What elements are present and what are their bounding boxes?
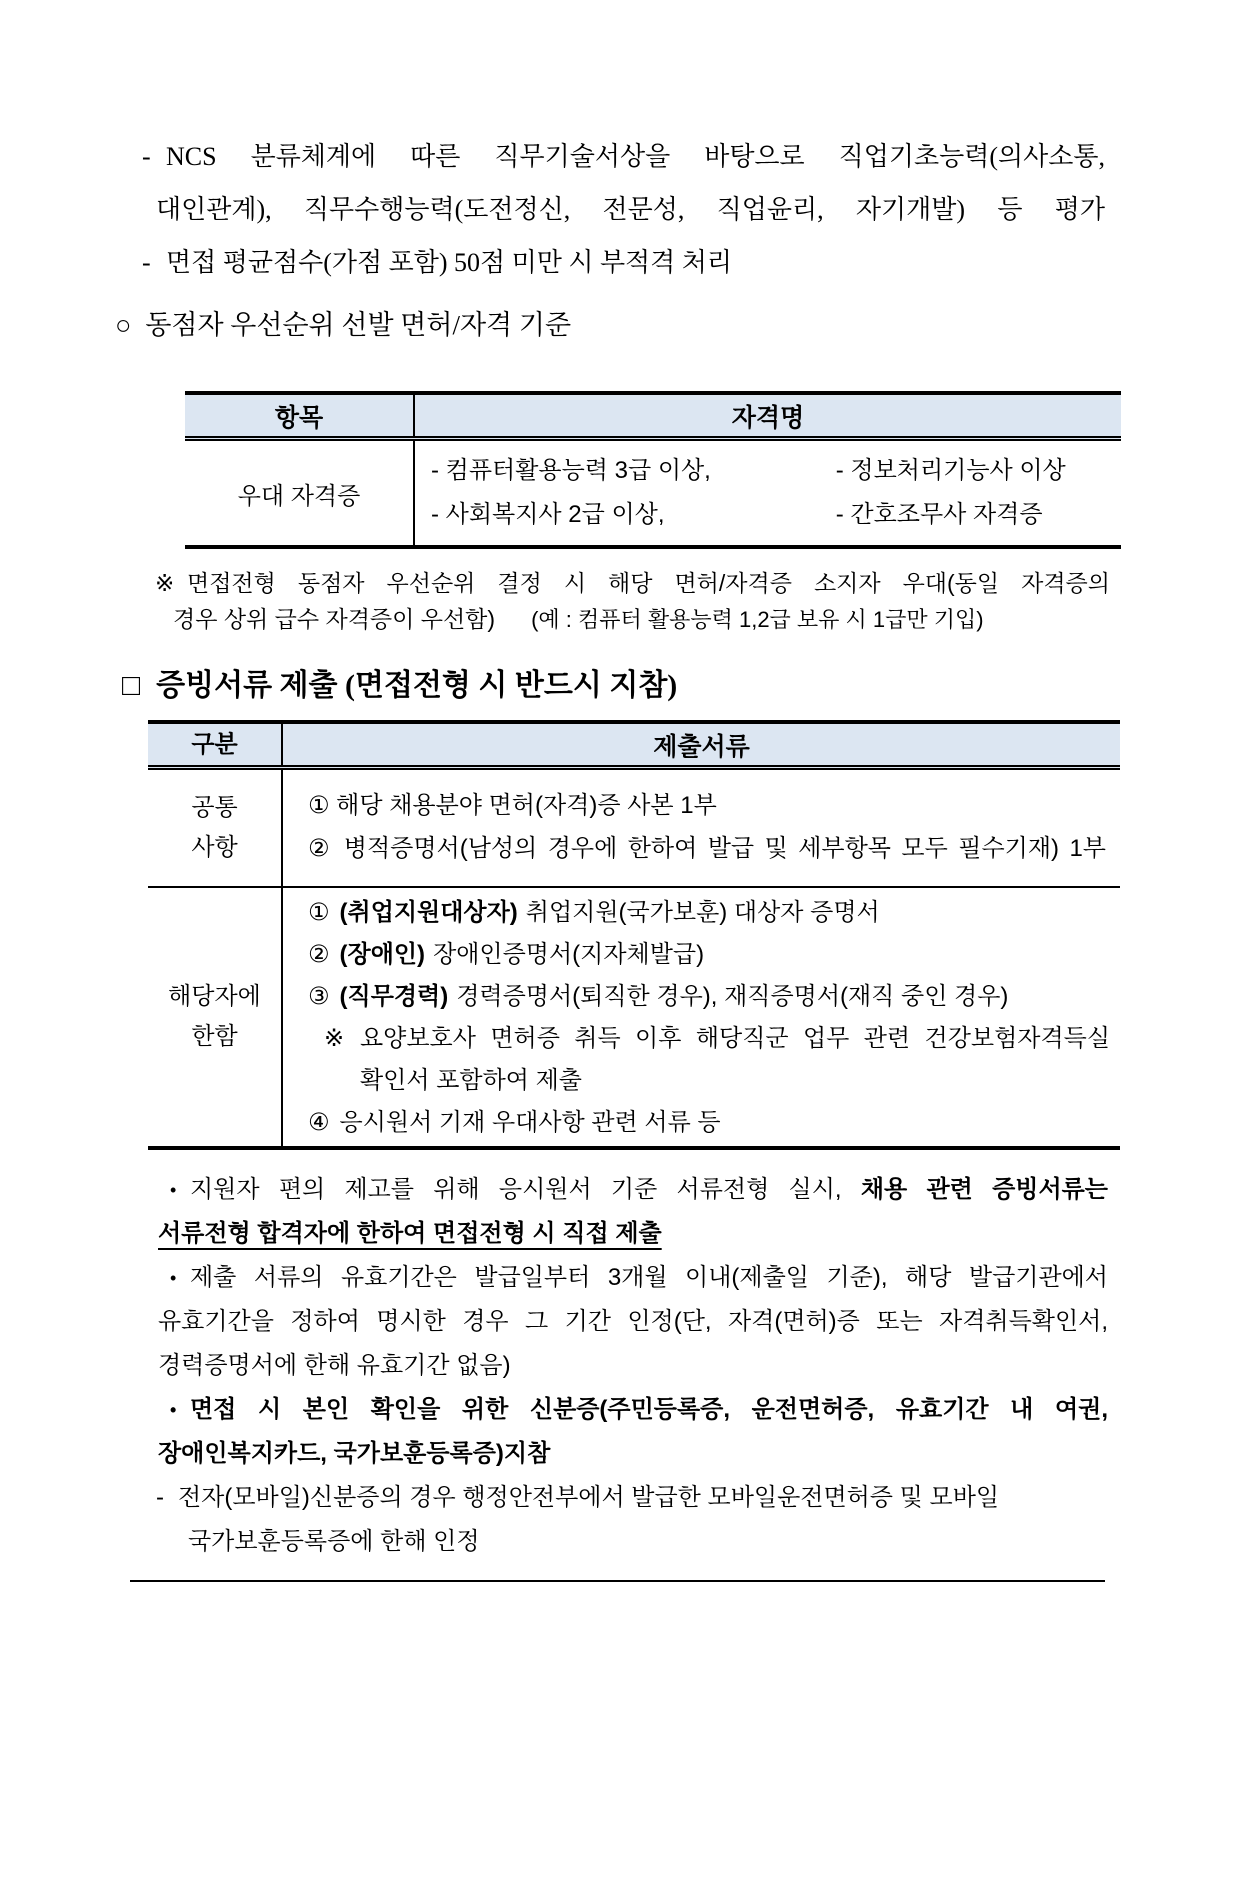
bullet-dot-icon: • [170,1400,177,1420]
table-2-common-row [148,770,1120,888]
table-1-row-label: 우대 자격증 [185,441,415,545]
table-2-row-1-label [148,770,283,886]
section-2-title: 증빙서류 제출 (면접전형 시 반드시 지참) [156,669,678,702]
table-2-row-2-label [148,888,283,1146]
table-1-certificate-list [415,441,1121,545]
table-1-data-row [185,441,1121,545]
bullet-2-line-1 [130,1256,1108,1300]
certificate-item: - 간호조무사 자격증 [835,501,1043,528]
document-item [308,976,1110,1018]
certificate-item: - 사회복지사 2급 이상, [431,501,665,528]
bullet-1-bold-text: 채용 관련 증빙서류는 [860,1176,1108,1203]
dash-marker: - [142,248,151,277]
table-2-header-col-2: 제출서류 [653,732,750,761]
submission-documents-table [148,720,1120,1150]
item-category-bold: (취업지원대상자) [339,899,518,926]
footnote-text: 면접전형 동점자 우선순위 결정 시 해당 면허/자격증 소지자 우대(동일 자격증의 [187,570,1110,596]
document-item [308,934,1110,976]
intro-evaluation-notes [140,130,1105,289]
section-heading-tiebreaker [115,299,1105,351]
document-item: ② 병적증명서(남성의 경우에 한하여 발급 및 세부항목 모두 필수기재) 1부 [308,835,1106,862]
item-number: ③ [308,983,330,1010]
sub-dash-text: 전자(모바일)신분증의 경우 행정안전부에서 발급한 모바일운전면허증 및 모바일 [178,1484,1000,1511]
intro-item-2 [140,236,1105,289]
bullet-3-text: 면접 시 본인 확인을 위한 신분증(주민등록증, 운전면허증, 유효기간 내 여권, [190,1396,1108,1423]
page-bottom-divider [130,1580,1105,1582]
preferred-certificates-table [185,391,1121,549]
bullet-1-line-2-underlined: 서류전형 합격자에 한하여 면접전형 시 직접 제출 [158,1220,662,1247]
subnote-text: 요양보호사 면허증 취득 이후 해당직군 업무 관련 건강보험자격득실 [360,1025,1110,1052]
reference-mark-icon: ※ [155,570,175,596]
document-subnote-line-2: 확인서 포함하여 제출 [360,1067,582,1094]
item-number: ① [308,899,330,926]
intro-item-2-text: 면접 평균점수(가점 포함) 50점 미만 시 부적격 처리 [166,248,733,277]
bullet-dot-icon: • [170,1268,177,1288]
footnote-example: (예 : 컴퓨터 활용능력 1,2급 보유 시 1급만 기입) [531,607,984,632]
table-1-header-col-1: 항목 [185,395,415,436]
item-text: 장애인증명서(지자체발급) [433,941,705,968]
table-1-footnote [155,565,1110,638]
bullet-1-line-1 [130,1168,1108,1212]
bullet-2-line-2: 유효기간을 정하여 명시한 경우 그 기간 인정(단, 자격(면허)증 또는 자격취득확인서, [158,1308,1108,1335]
table-1-header-col-2: 자격명 [731,403,805,432]
dash-marker: - [156,1484,164,1511]
document-page [0,130,1240,1884]
document-item [308,1102,1110,1144]
table-2-row-2-content [283,888,1120,1146]
row-label-line: 해당자에 [168,983,261,1010]
intro-item-1-line-2: 대인관계), 직무수행능력(도전정신, 전문성, 직업윤리, 자기개발) 등 평가 [156,195,1105,224]
item-number: ④ [308,1109,330,1136]
item-text: 응시원서 기재 우대사항 관련 서류 등 [339,1109,721,1136]
item-number: ② [308,941,330,968]
table-1-header-row [185,395,1121,441]
document-item: ① 해당 채용분야 면허(자격)증 사본 1부 [308,792,717,819]
document-subnote-line-1 [308,1018,1110,1060]
bullet-2-text: 제출 서류의 유효기간은 발급일부터 3개월 이내(제출일 기준), 해당 발급기관에서 [190,1264,1108,1291]
item-text: 취업지원(국가보훈) 대상자 증명서 [525,899,880,926]
dash-marker: - [142,142,151,171]
table-2-header-col-1: 구분 [148,724,283,765]
bullet-3-line-2: 장애인복지카드, 국가보훈등록증)지참 [158,1440,551,1467]
item-category-bold: (직무경력) [339,983,449,1010]
table-2-row-1-content [283,770,1120,886]
section-heading-documents [122,660,1105,712]
bullet-2-line-3: 경력증명서에 한해 유효기간 없음) [158,1352,511,1379]
footnote-line-1 [155,565,1110,601]
bullet-1-normal-text: 지원자 편의 제고를 위해 응시원서 기준 서류전형 실시, [190,1176,842,1203]
intro-item-1-line-1 [140,130,1105,183]
row-label-line: 사항 [191,834,238,861]
certificate-item: - 컴퓨터활용능력 3급 이상, [431,457,711,484]
item-text: 경력증명서(퇴직한 경우), 재직증명서(재직 중인 경우) [456,983,1009,1010]
footnote-line-2 [155,601,1110,638]
submission-instructions [130,1168,1108,1564]
row-label-line: 한함 [191,1023,238,1050]
certificate-item: - 정보처리기능사 이상 [835,457,1066,484]
intro-item-1-text: NCS 분류체계에 따른 직무기술서상을 바탕으로 직업기초능력(의사소통, [166,142,1105,171]
item-category-bold: (장애인) [339,941,426,968]
document-item [308,892,1110,934]
reference-mark-icon: ※ [324,1025,345,1052]
footnote-text: 경우 상위 급수 자격증이 우선함) [173,606,496,632]
sub-dash-line-1 [130,1476,1108,1520]
table-2-applicable-row [148,888,1120,1146]
section-1-title: 동점자 우선순위 선발 면허/자격 기준 [145,310,572,340]
row-label-line: 공통 [191,794,238,821]
sub-dash-line-2: 국가보훈등록증에 한해 인정 [188,1528,480,1555]
table-2-header-row [148,724,1120,770]
bullet-3-line-1 [130,1388,1108,1432]
bullet-dot-icon: • [170,1180,177,1200]
square-bullet-marker: □ [122,669,141,702]
circle-bullet-marker: ○ [115,310,132,340]
